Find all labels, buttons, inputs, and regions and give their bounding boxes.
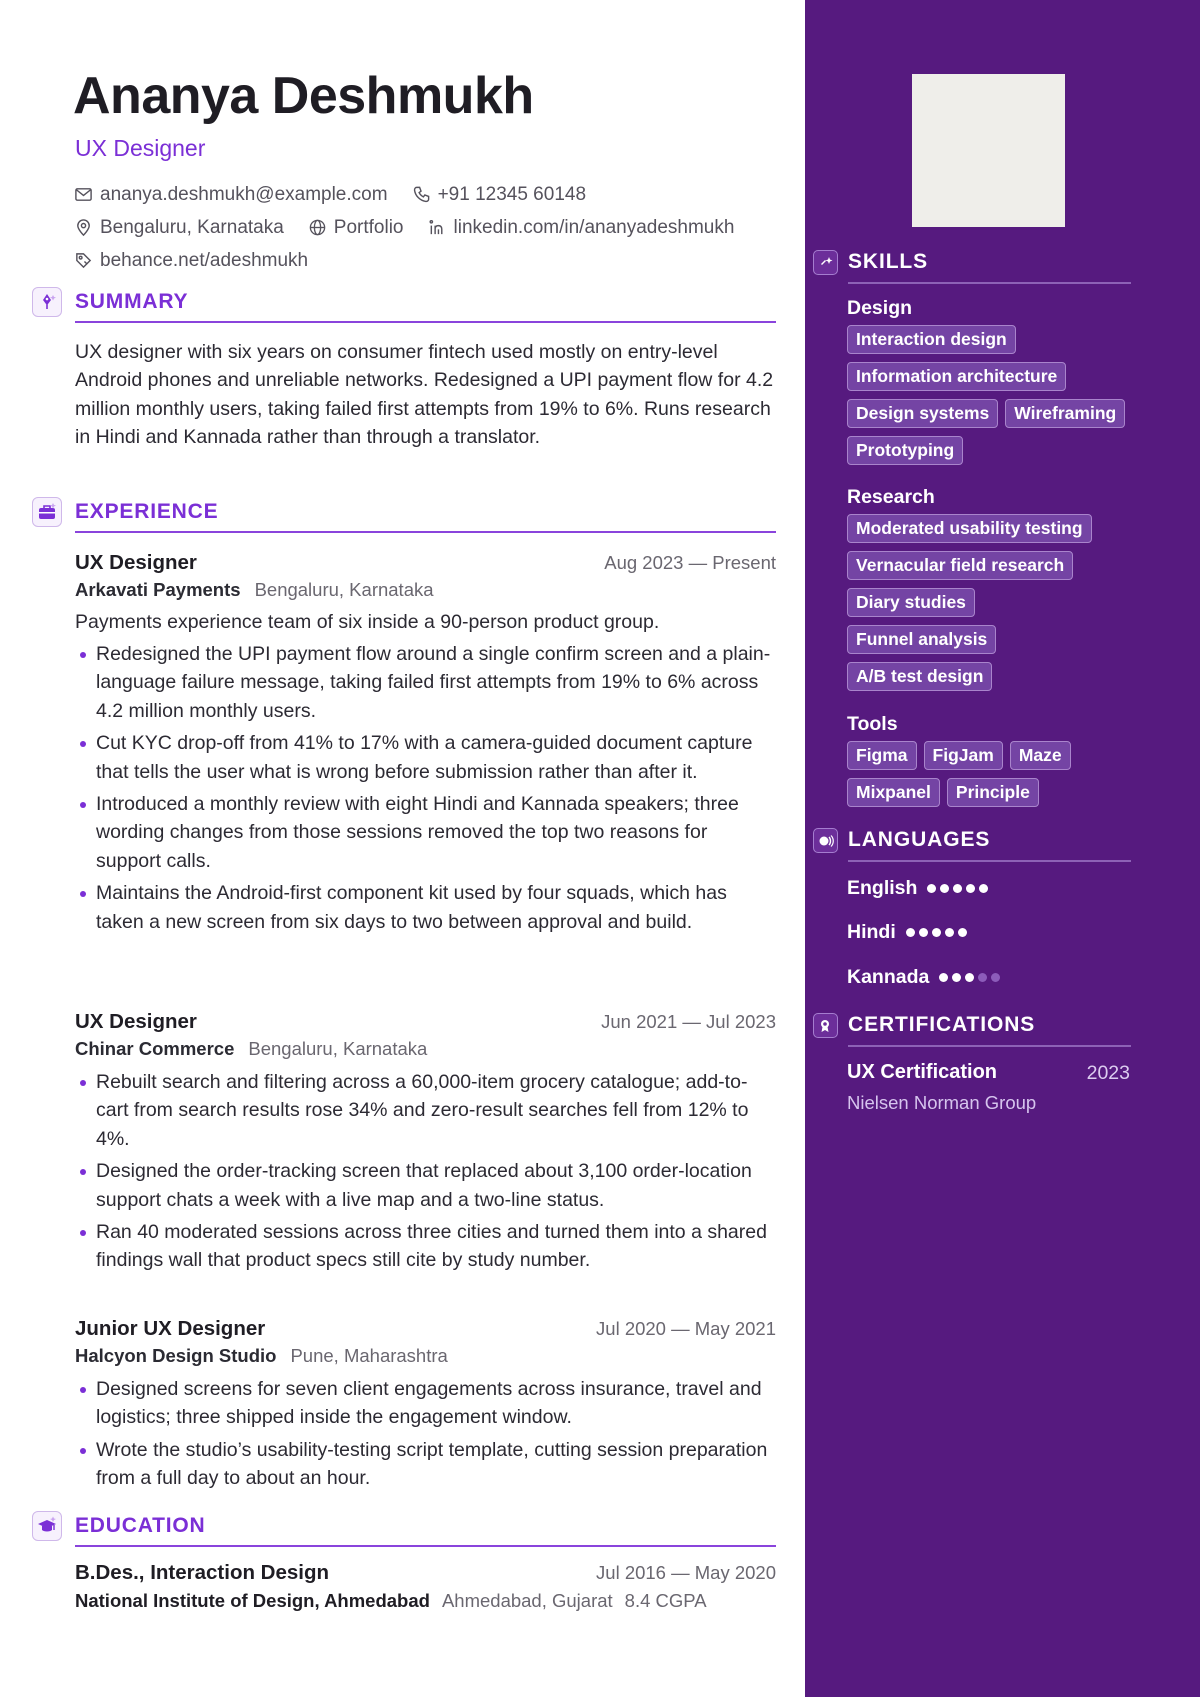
experience-title: EXPERIENCE bbox=[75, 500, 219, 523]
experience-heading bbox=[32, 497, 776, 533]
job-title: UX Designer bbox=[75, 1010, 197, 1033]
job-company-line bbox=[75, 1038, 776, 1060]
contact-linkedin[interactable] bbox=[428, 217, 735, 239]
proficiency-dot-filled bbox=[945, 928, 954, 937]
skill-chip: Wireframing bbox=[1005, 399, 1125, 428]
job-bullet: Wrote the studio’s usability-testing script template, cutting session preparation from a full day to about an hour. bbox=[75, 1436, 776, 1493]
skill-chips bbox=[847, 514, 1137, 699]
skill-chips bbox=[847, 325, 1137, 473]
proficiency-dot-filled bbox=[906, 928, 915, 937]
skills-heading bbox=[813, 250, 1131, 286]
phone-icon bbox=[412, 185, 431, 204]
job-entry bbox=[75, 1010, 776, 1279]
languages-heading bbox=[813, 828, 1131, 864]
experience-icon-box bbox=[32, 497, 62, 527]
summary-icon-box bbox=[32, 287, 62, 317]
school-location: Ahmedabad, Gujarat bbox=[441, 1590, 613, 1611]
education-grade: 8.4 CGPA bbox=[624, 1590, 707, 1611]
skill-chip: Principle bbox=[947, 778, 1039, 807]
speech-icon bbox=[818, 833, 834, 849]
job-bullet: Cut KYC drop-off from 41% to 17% with a camera-guided document capture that tells the user what is wrong before submission rather than after it. bbox=[75, 729, 776, 786]
proficiency-dot-filled bbox=[965, 973, 974, 982]
contact-list bbox=[74, 178, 794, 277]
briefcase-icon bbox=[37, 502, 57, 522]
job-location: Bengaluru, Karnataka bbox=[248, 1038, 428, 1059]
candidate-name: Ananya Deshmukh bbox=[73, 67, 534, 125]
languages-rule bbox=[848, 860, 1131, 862]
proficiency-dot-filled bbox=[932, 928, 941, 937]
pen-icon bbox=[37, 292, 57, 312]
job-bullet: Designed screens for seven client engagements across insurance, travel and logistics; three shipped inside the engagement window. bbox=[75, 1375, 776, 1432]
language-name: Kannada bbox=[847, 966, 930, 988]
job-bullet: Ran 40 moderated sessions across three cities and turned them into a shared findings wall that product specs still cite by study number. bbox=[75, 1218, 776, 1275]
globe-icon bbox=[308, 218, 327, 237]
sparkle-icon bbox=[818, 255, 834, 271]
contact-location bbox=[74, 217, 284, 239]
job-company-line bbox=[75, 1345, 776, 1367]
language-kannada bbox=[847, 966, 1004, 989]
job-company: Halcyon Design Studio bbox=[75, 1345, 277, 1366]
graduation-cap-icon bbox=[37, 1516, 57, 1536]
job-company-line bbox=[75, 579, 776, 601]
job-location: Pune, Maharashtra bbox=[290, 1345, 448, 1366]
proficiency-dot-filled bbox=[966, 884, 975, 893]
experience-rule bbox=[75, 531, 776, 533]
proficiency-dot-empty bbox=[991, 973, 1000, 982]
job-dates: Aug 2023 — Present bbox=[604, 552, 776, 573]
skill-group-label: Design bbox=[847, 297, 913, 319]
job-bullets bbox=[75, 640, 776, 936]
languages-icon-box bbox=[813, 828, 838, 853]
skill-group-label: Research bbox=[847, 486, 935, 508]
skill-chip: Interaction design bbox=[847, 325, 1016, 354]
job-dates: Jul 2020 — May 2021 bbox=[596, 1318, 776, 1339]
mail-icon bbox=[74, 185, 93, 204]
summary-rule bbox=[75, 321, 776, 323]
skill-chip: Diary studies bbox=[847, 588, 975, 617]
job-bullet: Designed the order-tracking screen that replaced about 3,100 order-location support chats a week with a live map and a two-line status. bbox=[75, 1157, 776, 1214]
proficiency-dots bbox=[939, 973, 1004, 982]
contact-email[interactable] bbox=[74, 184, 388, 206]
behance-text: behance.net/adeshmukh bbox=[100, 249, 309, 271]
job-bullets bbox=[75, 1068, 776, 1275]
skill-group-research bbox=[847, 486, 1137, 699]
phone-text: +91 12345 60148 bbox=[437, 183, 587, 205]
email-text: ananya.deshmukh@example.com bbox=[100, 183, 388, 205]
proficiency-dots bbox=[906, 928, 971, 937]
certifications-icon-box bbox=[813, 1013, 838, 1038]
languages-title: LANGUAGES bbox=[848, 828, 991, 851]
profile-photo-placeholder bbox=[912, 74, 1065, 227]
linkedin-text: linkedin.com/in/ananyadeshmukh bbox=[453, 216, 735, 238]
education-title: EDUCATION bbox=[75, 1514, 206, 1537]
certifications-title: CERTIFICATIONS bbox=[848, 1013, 1036, 1036]
job-bullet: Introduced a monthly review with eight Hindi and Kannada speakers; three wording changes from those sessions removed the top two reasons for support calls. bbox=[75, 790, 776, 875]
skill-group-tools bbox=[847, 713, 1137, 815]
skill-group-label: Tools bbox=[847, 713, 898, 735]
education-dates: Jul 2016 — May 2020 bbox=[596, 1562, 776, 1583]
proficiency-dot-empty bbox=[978, 973, 987, 982]
skill-group-design bbox=[847, 297, 1137, 473]
skill-chip: Funnel analysis bbox=[847, 625, 996, 654]
education-heading bbox=[32, 1511, 776, 1547]
behance-icon bbox=[74, 251, 93, 270]
award-icon bbox=[818, 1018, 834, 1034]
skill-chip: A/B test design bbox=[847, 662, 992, 691]
certification-issuer: Nielsen Norman Group bbox=[847, 1092, 1037, 1113]
education-entry bbox=[75, 1561, 776, 1612]
job-title: UX Designer bbox=[75, 551, 197, 574]
proficiency-dot-filled bbox=[953, 884, 962, 893]
degree: B.Des., Interaction Design bbox=[75, 1561, 330, 1584]
proficiency-dot-filled bbox=[979, 884, 988, 893]
job-title: Junior UX Designer bbox=[75, 1317, 266, 1340]
skill-chip: FigJam bbox=[924, 741, 1003, 770]
location-text: Bengaluru, Karnataka bbox=[100, 216, 284, 238]
job-bullet: Rebuilt search and filtering across a 60,000-item grocery catalogue; add-to-cart from search results rose 34% and zero-result searches fell from 12% to 4%. bbox=[75, 1068, 776, 1153]
job-dates: Jun 2021 — Jul 2023 bbox=[601, 1011, 776, 1032]
skill-chip: Information architecture bbox=[847, 362, 1066, 391]
certification-year: 2023 bbox=[1086, 1062, 1130, 1084]
job-entry bbox=[75, 1317, 776, 1497]
proficiency-dot-filled bbox=[940, 884, 949, 893]
summary-title: SUMMARY bbox=[75, 290, 189, 313]
summary-heading bbox=[32, 287, 776, 323]
skills-rule bbox=[848, 282, 1131, 284]
job-bullet: Maintains the Android-first component kit used by four squads, which has taken a new screen from six days to two between approval and build. bbox=[75, 879, 776, 936]
contact-behance[interactable] bbox=[74, 250, 308, 272]
linkedin-icon bbox=[428, 218, 447, 237]
language-english bbox=[847, 877, 992, 900]
candidate-role: UX Designer bbox=[75, 135, 206, 161]
skill-chip: Maze bbox=[1010, 741, 1071, 770]
education-rule bbox=[75, 1545, 776, 1547]
certifications-rule bbox=[848, 1045, 1131, 1047]
skill-chip: Moderated usability testing bbox=[847, 514, 1092, 543]
job-bullets bbox=[75, 1375, 776, 1493]
proficiency-dots bbox=[927, 884, 992, 893]
school-name: National Institute of Design, Ahmedabad bbox=[75, 1590, 430, 1611]
skill-chip: Prototyping bbox=[847, 436, 963, 465]
summary-text: UX designer with six years on consumer fintech used mostly on entry-level Android phones and unreliable networks. Redesigned a UPI payment flow for 4.2 million monthly users, taking failed first attempts from 19% to 6%. Runs research in Hindi and Kannada rather than through a translator. bbox=[75, 341, 774, 449]
proficiency-dot-filled bbox=[939, 973, 948, 982]
job-entry bbox=[75, 551, 776, 940]
job-company: Arkavati Payments bbox=[75, 579, 241, 600]
contact-phone[interactable] bbox=[412, 184, 586, 206]
skill-chips bbox=[847, 741, 1137, 815]
job-company: Chinar Commerce bbox=[75, 1038, 235, 1059]
skill-chip: Figma bbox=[847, 741, 917, 770]
skill-chip: Design systems bbox=[847, 399, 998, 428]
skill-chip: Mixpanel bbox=[847, 778, 940, 807]
proficiency-dot-filled bbox=[952, 973, 961, 982]
skills-title: SKILLS bbox=[848, 250, 929, 273]
education-icon-box bbox=[32, 1511, 62, 1541]
job-bullet: Redesigned the UPI payment flow around a single confirm screen and a plain-language failure message, taking failed first attempts from 19% to 6% across 4.2 million monthly users. bbox=[75, 640, 776, 725]
contact-portfolio[interactable] bbox=[308, 217, 404, 239]
proficiency-dot-filled bbox=[927, 884, 936, 893]
job-description: Payments experience team of six inside a 90-person product group. bbox=[75, 611, 660, 633]
certification-entry bbox=[847, 1061, 1130, 1114]
language-hindi bbox=[847, 921, 971, 944]
proficiency-dot-filled bbox=[919, 928, 928, 937]
certification-name: UX Certification bbox=[847, 1061, 998, 1083]
portfolio-link: Portfolio bbox=[333, 216, 404, 238]
education-details bbox=[75, 1590, 776, 1612]
location-pin-icon bbox=[74, 218, 93, 237]
certifications-heading bbox=[813, 1013, 1131, 1049]
proficiency-dot-filled bbox=[958, 928, 967, 937]
skill-chip: Vernacular field research bbox=[847, 551, 1073, 580]
language-name: English bbox=[847, 877, 918, 899]
job-location: Bengaluru, Karnataka bbox=[254, 579, 434, 600]
language-name: Hindi bbox=[847, 921, 896, 943]
skills-icon-box bbox=[813, 250, 838, 275]
